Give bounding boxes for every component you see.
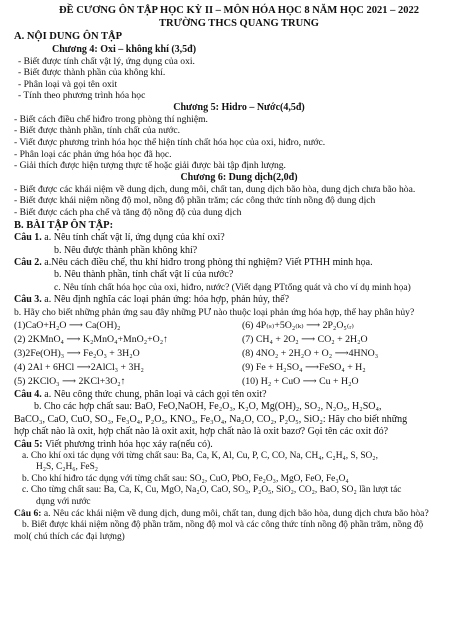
question-5-a-line-1: a. Cho khí oxi tác dụng với từng chất sau: Ba, Ca, K, Al, Cu, P, C, CO, Na, CH₄, C₂H₄, S, SO₂, [22, 451, 378, 461]
equation: (8) 4NO₂ + 2H₂O + O₂ ⟶4HNO₃ [242, 347, 379, 359]
chapter-6-item: - Biết được cách pha chế và tăng độ nồng độ của dung dịch [14, 207, 242, 219]
equation-row [14, 375, 464, 389]
question-5-b: b. Cho khí hiđro tác dụng với từng chất sau: SO₂, CuO, PbO, Fe₂O₃, MgO, FeO, Fe₃O₄ [22, 473, 349, 484]
question-2-a: a.Nêu cách điều chế, thu khí hiđro trong phòng thí nghiệm? Viết PTHH minh họa. [44, 256, 373, 268]
equation: (2) 2KMnO₄ ⟶ K₂MnO₄+MnO₂+O₂↑ [14, 333, 169, 345]
chapter-6-title: Chương 6: Dung dịch(2,0đ) [180, 171, 298, 183]
question-6-b-line-1: b. Biết được khái niệm nồng độ phần trăm, nồng độ mol và các công thức tính nồng độ phần trăm, nồng độ [22, 520, 424, 531]
question-4-label: Câu 4. [14, 388, 42, 400]
question-6-b-line-2: mol( chú thích các đại lượng) [14, 531, 125, 542]
question-2 [14, 257, 464, 269]
chapter-5-item: - Phân loại các phản ứng hóa học đã học. [14, 148, 172, 160]
question-4-b-line-3: hợp chất nào là oxit, hợp chất nào là oxit axit, hợp chất nào là oxit bazơ? Gọi tên các oxit đó? [14, 426, 389, 438]
question-2-label: Câu 2. [14, 256, 42, 268]
chapter-4-item: - Biết được thành phần của không khí. [18, 67, 166, 79]
title-line-1: ĐỀ CƯƠNG ÔN TẬP HỌC KỲ II – MÔN HÓA HỌC 8 NĂM HỌC 2021 – 2022 [59, 5, 419, 16]
question-6-label: Câu 6: [14, 508, 42, 520]
question-6 [14, 508, 464, 520]
equation: (6) 4P₍ₛ₎+5O₂₍ₖ₎ ⟶ 2P₂O₅₍ᵣ₎ [242, 319, 354, 331]
equation: (7) CH₄ + 2O₂ ⟶ CO₂ + 2H₂O [242, 333, 368, 345]
chapter-6-item: - Biết được các khái niệm về dung dịch, dung môi, chất tan, dung dịch bão hòa, dung dịch chưa bão hòa. [14, 183, 416, 195]
question-1-label: Câu 1. [14, 232, 42, 244]
question-2-c: c. Nêu tính chất hóa học của oxi, hiđro, nước? (Viết dạng PTtổng quát và cho ví dụ minh họa) [54, 282, 411, 293]
question-3-label: Câu 3. [14, 294, 42, 306]
question-5-text: Viết phương trình hóa học xảy ra(nếu có). [44, 438, 213, 450]
equation-row [14, 361, 464, 375]
question-5 [14, 439, 464, 451]
question-1-b: b. Nêu được thành phần không khí? [54, 244, 198, 256]
equation-row [14, 347, 464, 361]
question-3 [14, 294, 464, 306]
question-4-b-line-1: b. Cho các hợp chất sau: BaO, FeO,NaOH, Fe₂O₃, K₂O, Mg(OH)₂, SO₂, N₂O₅, H₂SO₄, [34, 401, 382, 413]
equation-row [14, 333, 464, 347]
equation: (10) H₂ + CuO ⟶ Cu + H₂O [242, 375, 359, 387]
question-3-b: b. Hãy cho biết những phản ứng sau đây những PƯ nào thuộc loại phản ứng hóa hợp, thế hay phân hủy? [14, 306, 415, 318]
question-5-c-line-1: c. Cho từng chất sau: Ba, Ca, K, Cu, MgO, Na₂O, CaO, SO₃, P₂O₅, SiO₂, CO₂, BaO, SO₂ lần lượt tác [22, 485, 402, 496]
question-6-a: a. Nêu các khái niệm về dung dịch, dung môi, chất tan, dung dịch bão hòa, dung dịch chưa bão hòa? [43, 508, 429, 520]
equation: (1)CaO+H₂O ⟶ Ca(OH)₂ [14, 319, 121, 331]
title-line-2: TRƯỜNG THCS QUANG TRUNG [159, 18, 319, 29]
question-5-c-line-2: dụng với nước [36, 496, 91, 507]
question-1 [14, 232, 464, 244]
question-2-b: b. Nêu thành phần, tính chất vật lí của nước? [54, 269, 234, 281]
chapter-4-item: - Tính theo phương trình hóa học [18, 90, 146, 102]
question-4-b-line-2: BaCO₃, CaO, CuO, SO₃, Fe₃O₄, P₂O₅, KNO₃, Fe₃O₄, Na₂O, CO₂, P₂O₅, SiO₂: Hãy cho biết những [14, 413, 408, 425]
question-5-a-line-2: H₂S, C₂H₆, FeS₂ [36, 462, 99, 473]
chapter-6-item: - Biết được khái niệm nồng độ mol, nồng độ phần trăm; các công thức tính nồng độ dung dịch [14, 195, 376, 207]
equation-row [14, 319, 464, 333]
chapter-5-item: - Biết được thành phần, tính chất của nước. [14, 125, 181, 137]
question-4-a: a. Nêu công thức chung, phân loại và cách gọi tên oxit? [44, 388, 267, 400]
chapter-5-item: - Biết cách điều chế hiđro trong phòng thí nghiệm. [14, 113, 208, 125]
chapter-4-item: - Phân loại và gọi tên oxit [18, 78, 118, 90]
part-b-heading: B. BÀI TẬP ÔN TẬP: [14, 219, 114, 231]
question-4 [14, 389, 464, 401]
question-5-label: Câu 5: [14, 438, 43, 450]
equation: (5) 2KClO₃ ⟶ 2KCl+3O₂↑ [14, 375, 126, 387]
chapter-4-item: - Biết được tính chất vật lý, ứng dụng của oxi. [18, 55, 195, 67]
question-1-a: a. Nêu tính chất vật lí, ứng dụng của khí oxi? [44, 232, 225, 244]
chapter-5-title: Chương 5: Hidro – Nước(4,5đ) [173, 101, 305, 113]
chapter-5-item: - Viết được phương trình hóa học thể hiện tính chất hóa học của oxi, hiđro, nước. [14, 137, 326, 149]
equation: (4) 2Al + 6HCl ⟶2AlCl₃ + 3H₂ [14, 361, 144, 373]
equation: (9) Fe + H₂SO₄ ⟶FeSO₄ + H₂ [242, 361, 366, 373]
chapter-4-title: Chương 4: Oxi – không khí (3,5đ) [52, 43, 197, 55]
part-a-heading: A. NỘI DUNG ÔN TẬP [14, 31, 123, 42]
chapter-5-item: - Giải thích được hiện tượng thực tế hoặc giải được bài tập định lượng. [14, 160, 286, 172]
document-title [14, 4, 464, 30]
equation: (3)2Fe(OH)₃ ⟶ Fe₂O₃ + 3H₂O [14, 347, 140, 359]
question-3-a: a. Nêu định nghĩa các loại phản ứng: hóa hợp, phản hủy, thế? [44, 294, 290, 306]
